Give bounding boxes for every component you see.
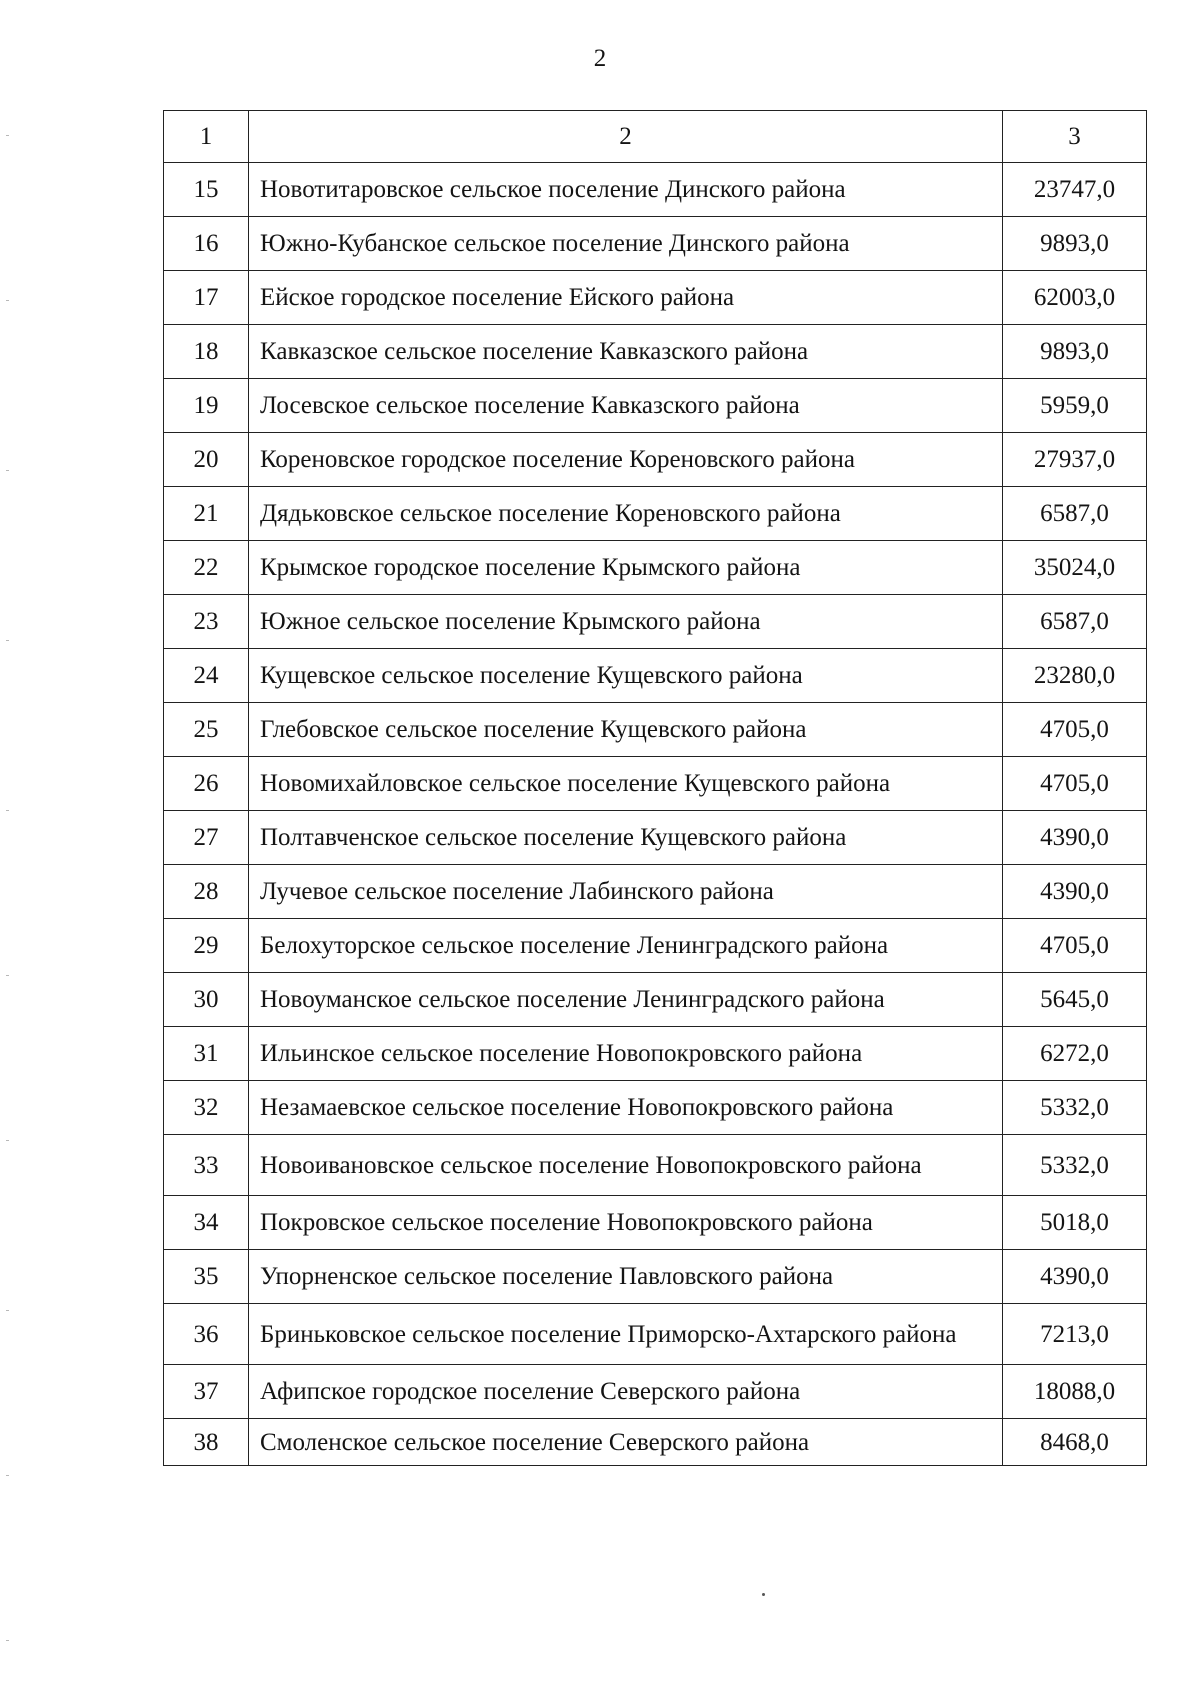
row-number-cell: 31 <box>164 1027 249 1081</box>
page-number: 2 <box>593 45 607 72</box>
row-settlement-name-cell: Южное сельское поселение Крымского района <box>249 595 1003 649</box>
table-row <box>164 1027 1147 1081</box>
row-amount-cell: 5959,0 <box>1003 379 1147 433</box>
table-row <box>164 811 1147 865</box>
row-settlement-name-cell: Афипское городское поселение Северского района <box>249 1365 1003 1419</box>
row-number-cell: 22 <box>164 541 249 595</box>
row-number-cell: 21 <box>164 487 249 541</box>
table-row <box>164 865 1147 919</box>
table-row <box>164 1135 1147 1196</box>
table-row <box>164 271 1147 325</box>
row-amount-cell: 5332,0 <box>1003 1081 1147 1135</box>
row-amount-cell: 4390,0 <box>1003 811 1147 865</box>
scan-speck <box>762 1593 765 1596</box>
row-number-cell: 34 <box>164 1196 249 1250</box>
row-number-cell: 23 <box>164 595 249 649</box>
row-amount-cell: 6272,0 <box>1003 1027 1147 1081</box>
row-settlement-name-cell: Новотитаровское сельское поселение Динского района <box>249 163 1003 217</box>
row-settlement-name-cell: Южно-Кубанское сельское поселение Динского района <box>249 217 1003 271</box>
row-amount-cell: 5332,0 <box>1003 1135 1147 1196</box>
table-row <box>164 703 1147 757</box>
row-amount-cell: 9893,0 <box>1003 217 1147 271</box>
margin-speck <box>6 810 9 811</box>
row-settlement-name-cell: Дядьковское сельское поселение Кореновского района <box>249 487 1003 541</box>
row-amount-cell: 7213,0 <box>1003 1304 1147 1365</box>
row-settlement-name-cell: Белохуторское сельское поселение Ленинградского района <box>249 919 1003 973</box>
header-cell-name: 2 <box>249 111 1003 163</box>
margin-speck <box>6 975 9 976</box>
margin-speck <box>6 300 9 301</box>
row-number-cell: 15 <box>164 163 249 217</box>
settlements-table <box>163 110 1147 1466</box>
table-row <box>164 595 1147 649</box>
table-row <box>164 1304 1147 1365</box>
row-settlement-name-cell: Покровское сельское поселение Новопокровского района <box>249 1196 1003 1250</box>
row-amount-cell: 23280,0 <box>1003 649 1147 703</box>
row-amount-cell: 5645,0 <box>1003 973 1147 1027</box>
header-cell-value: 3 <box>1003 111 1147 163</box>
row-number-cell: 32 <box>164 1081 249 1135</box>
row-number-cell: 36 <box>164 1304 249 1365</box>
table-row <box>164 379 1147 433</box>
row-settlement-name-cell: Лосевское сельское поселение Кавказского района <box>249 379 1003 433</box>
row-settlement-name-cell: Ейское городское поселение Ейского района <box>249 271 1003 325</box>
row-amount-cell: 6587,0 <box>1003 595 1147 649</box>
margin-speck <box>6 1640 9 1641</box>
row-amount-cell: 23747,0 <box>1003 163 1147 217</box>
table-row <box>164 487 1147 541</box>
row-number-cell: 19 <box>164 379 249 433</box>
table-row <box>164 1250 1147 1304</box>
row-amount-cell: 6587,0 <box>1003 487 1147 541</box>
row-amount-cell: 18088,0 <box>1003 1365 1147 1419</box>
table-row <box>164 217 1147 271</box>
margin-speck <box>6 135 9 136</box>
row-amount-cell: 4705,0 <box>1003 919 1147 973</box>
table-row <box>164 325 1147 379</box>
row-number-cell: 24 <box>164 649 249 703</box>
row-settlement-name-cell: Упорненское сельское поселение Павловского района <box>249 1250 1003 1304</box>
table-row <box>164 163 1147 217</box>
row-number-cell: 30 <box>164 973 249 1027</box>
row-number-cell: 28 <box>164 865 249 919</box>
row-number-cell: 37 <box>164 1365 249 1419</box>
table-row <box>164 1419 1147 1466</box>
table-row <box>164 1081 1147 1135</box>
margin-speck <box>6 1310 9 1311</box>
table-row <box>164 973 1147 1027</box>
row-settlement-name-cell: Новоуманское сельское поселение Ленинградского района <box>249 973 1003 1027</box>
row-number-cell: 38 <box>164 1419 249 1466</box>
table-row <box>164 649 1147 703</box>
table-body <box>164 111 1147 1466</box>
row-amount-cell: 5018,0 <box>1003 1196 1147 1250</box>
row-settlement-name-cell: Крымское городское поселение Крымского района <box>249 541 1003 595</box>
row-settlement-name-cell: Лучевое сельское поселение Лабинского района <box>249 865 1003 919</box>
row-amount-cell: 62003,0 <box>1003 271 1147 325</box>
row-number-cell: 25 <box>164 703 249 757</box>
row-number-cell: 20 <box>164 433 249 487</box>
row-amount-cell: 4705,0 <box>1003 757 1147 811</box>
row-settlement-name-cell: Ильинское сельское поселение Новопокровского района <box>249 1027 1003 1081</box>
table-row <box>164 1365 1147 1419</box>
row-settlement-name-cell: Кавказское сельское поселение Кавказского района <box>249 325 1003 379</box>
margin-speck <box>6 470 9 471</box>
row-amount-cell: 27937,0 <box>1003 433 1147 487</box>
row-number-cell: 35 <box>164 1250 249 1304</box>
row-settlement-name-cell: Кущевское сельское поселение Кущевского района <box>249 649 1003 703</box>
row-amount-cell: 9893,0 <box>1003 325 1147 379</box>
header-cell-number: 1 <box>164 111 249 163</box>
row-number-cell: 17 <box>164 271 249 325</box>
row-settlement-name-cell: Кореновское городское поселение Кореновского района <box>249 433 1003 487</box>
row-number-cell: 18 <box>164 325 249 379</box>
margin-speck <box>6 640 9 641</box>
table-header-row <box>164 111 1147 163</box>
row-amount-cell: 35024,0 <box>1003 541 1147 595</box>
row-settlement-name-cell: Смоленское сельское поселение Северского района <box>249 1419 1003 1466</box>
row-settlement-name-cell: Бриньковское сельское поселение Приморско-Ахтарского района <box>249 1304 1003 1365</box>
row-amount-cell: 4390,0 <box>1003 865 1147 919</box>
row-number-cell: 33 <box>164 1135 249 1196</box>
margin-speck <box>6 1140 9 1141</box>
table-row <box>164 919 1147 973</box>
row-settlement-name-cell: Полтавченское сельское поселение Кущевского района <box>249 811 1003 865</box>
table-row <box>164 1196 1147 1250</box>
row-settlement-name-cell: Незамаевское сельское поселение Новопокровского района <box>249 1081 1003 1135</box>
row-number-cell: 16 <box>164 217 249 271</box>
row-amount-cell: 4390,0 <box>1003 1250 1147 1304</box>
scan-margin-marks <box>6 0 10 1697</box>
row-settlement-name-cell: Новоивановское сельское поселение Новопокровского района <box>249 1135 1003 1196</box>
table-row <box>164 757 1147 811</box>
table-row <box>164 433 1147 487</box>
margin-speck <box>6 1475 9 1476</box>
row-number-cell: 26 <box>164 757 249 811</box>
row-amount-cell: 8468,0 <box>1003 1419 1147 1466</box>
row-settlement-name-cell: Глебовское сельское поселение Кущевского района <box>249 703 1003 757</box>
row-settlement-name-cell: Новомихайловское сельское поселение Кущевского района <box>249 757 1003 811</box>
row-number-cell: 27 <box>164 811 249 865</box>
table-row <box>164 541 1147 595</box>
row-amount-cell: 4705,0 <box>1003 703 1147 757</box>
row-number-cell: 29 <box>164 919 249 973</box>
